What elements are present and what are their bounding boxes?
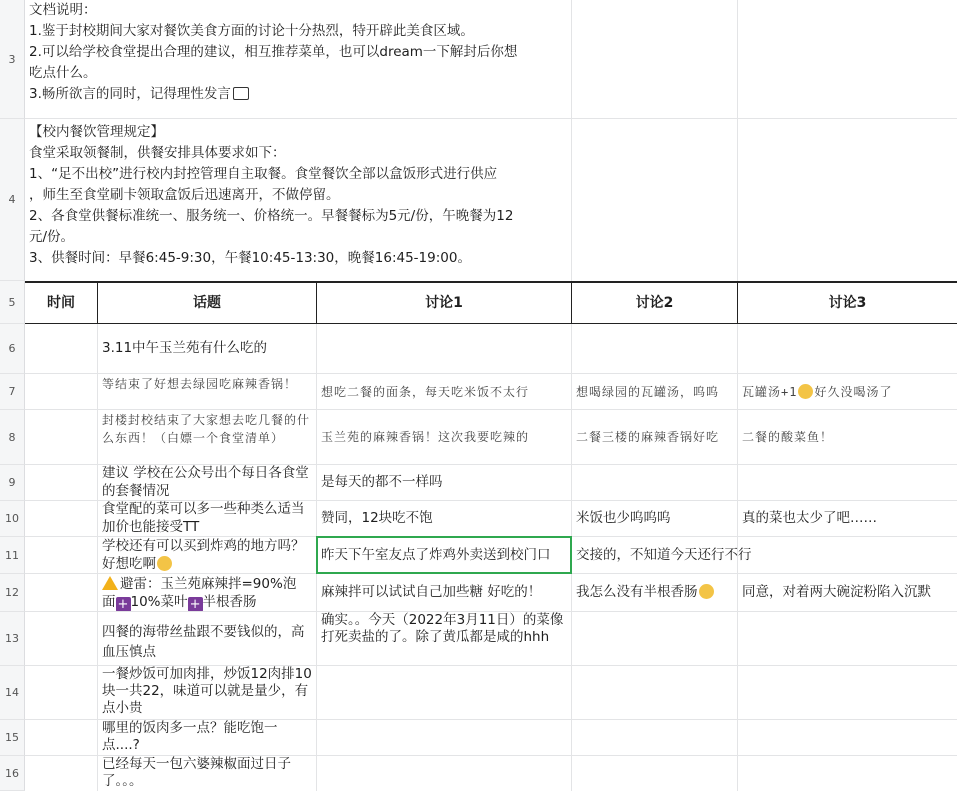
row-header-12[interactable] [0,574,25,612]
cell-discussion-2[interactable]: 交接的，不知道今天还行不行 [576,547,752,563]
text-segment: 面 [102,594,116,610]
cell-discussion-1[interactable]: 赞同，12块吃不饱 [321,510,433,526]
cell-discussion-2[interactable]: 二餐三楼的麻辣香锅好吃 [576,430,720,444]
text-line: 食堂采取领餐制，供餐安排具体要求如下： [29,145,286,161]
column-header-discussion-1[interactable]: 讨论1 [425,294,463,311]
cell-discussion-2[interactable]: 想喝绿园的瓦罐汤，呜呜 [576,385,720,399]
grid-line [25,409,957,410]
text-segment: 避雷：玉兰苑麻辣拌=90%泡 [120,576,297,592]
column-header-topic[interactable]: 话题 [193,294,221,311]
row-header-7[interactable] [0,374,25,410]
cell-discussion-1[interactable]: 玉兰苑的麻辣香锅！这次我要吃辣的 [321,430,530,444]
row-header-4[interactable] [0,119,25,281]
row-header-13[interactable] [0,612,25,666]
row-header-8[interactable] [0,410,25,465]
cell-topic[interactable]: 建议 学校在公众号出个每日各食堂的套餐情况 [102,465,309,499]
text-line: 吃点什么。 [29,65,97,81]
text-line [102,575,312,593]
text-line: ，师生至食堂刷卡领取盒饭后迅速离开，不做停留。 [29,187,340,203]
cell-discussion-3[interactable]: 二餐的酸菜鱼！ [742,430,834,444]
cell-doc-description[interactable] [25,0,571,118]
cell-topic[interactable]: 一餐炒饭可加肉排，炒饭12肉排10块一共22，味道可以就是量少，有点小贵 [102,666,312,716]
text-segment: 好久没喝汤了 [814,385,893,399]
header-border-bottom [25,323,957,324]
text-line: 1、“足不出校”进行校内封控管理自主取餐。食堂餐饮全部以盒饭形式进行供应 [29,166,498,182]
grid-line [571,0,572,281]
cell-discussion-1[interactable]: 确实。。今天（2022年3月11日）的菜像打死卖盐的了。除了黄瓜都是咸的hhh [321,612,564,645]
cell-discussion-3[interactable] [738,383,957,405]
grid-line [25,118,957,119]
row-number: 14 [5,686,19,699]
text-segment: 我怎么没有半根香肠 [576,584,698,600]
sad-face-icon [157,556,172,571]
row-header-5[interactable] [0,281,25,324]
row-number: 5 [8,295,16,309]
text-segment: 瓦罐汤+1 [742,385,798,399]
cell-discussion-1[interactable]: 想吃二餐的面条，每天吃米饭不太行 [321,385,530,399]
row-number: 10 [5,512,19,525]
text-line [29,84,567,105]
text-segment: 10%菜叶 [130,594,188,610]
row-number: 16 [5,766,19,780]
row-header-6[interactable] [0,324,25,374]
row-header-16[interactable] [0,756,25,791]
speech-bubble-icon [233,87,249,100]
cell-discussion-2[interactable] [572,582,737,604]
text-line: 2.可以给学校食堂提出合理的建议，相互推荐菜单，也可以dream一下解封后你想 [29,44,518,60]
crying-face-icon [798,384,813,399]
cell-discussion-3[interactable]: 真的菜也太少了吧…… [742,510,877,526]
column-header-discussion-3[interactable]: 讨论3 [828,294,867,311]
text-line [102,593,312,611]
cell-discussion-1[interactable]: 昨天下午室友点了炸鸡外卖送到校门口 [321,547,551,563]
row-number: 4 [8,193,16,206]
row-header-10[interactable] [0,501,25,537]
row-header-15[interactable] [0,720,25,756]
grid-line [737,0,738,281]
text-line: 1.鉴于封校期间大家对餐饮美食方面的讨论十分热烈，特开辟此美食区域。 [29,23,474,39]
row-number: 3 [8,52,16,66]
row-header-3[interactable] [0,0,25,119]
cell-discussion-3[interactable]: 同意，对着两大碗淀粉陷入沉默 [742,584,931,600]
heavy-plus-icon: + [188,597,203,611]
row-number: 12 [5,586,19,599]
row-number: 8 [8,430,16,444]
column-header-discussion-2[interactable]: 讨论2 [635,294,674,311]
cell-topic[interactable]: 已经每天一包六婆辣椒面过日子了。。。 [102,756,291,789]
cell-topic[interactable]: 四餐的海带丝盐跟不要钱似的，高血压慎点 [102,624,305,660]
cell-topic[interactable]: 3.11中午玉兰苑有什么吃的 [102,340,268,356]
cell-topic[interactable] [98,537,316,573]
text-line: 文档说明： [29,2,97,18]
cell-topic[interactable]: 封楼封校结束了大家想去吃几餐的什么东西！（白嫖一个食堂清单） [102,413,311,445]
row-number: 6 [8,342,16,355]
row-number: 13 [5,632,19,645]
row-number: 11 [5,548,19,562]
text-segment: 半根香肠 [202,594,257,610]
text-line: 2、各食堂供餐标准统一、服务统一、价格统一。早餐餐标为5元/份，午晚餐为12 [29,208,514,224]
text-line: 3、供餐时间：早餐6:45-9:30，午餐10:45-13:30，晚餐16:45-19:00。 [29,250,471,266]
cell-discussion-2[interactable]: 米饭也少呜呜呜 [576,510,671,526]
row-header-14[interactable] [0,666,25,720]
text-line: 元/份。 [29,229,75,245]
warning-icon [102,576,118,590]
row-header-9[interactable] [0,465,25,501]
crying-face-icon [699,584,714,599]
heavy-plus-icon: + [116,597,131,611]
grid-line [25,373,957,374]
cell-topic[interactable] [98,575,316,611]
row-number: 15 [5,731,19,744]
cell-topic[interactable]: 哪里的饭肉多一点？能吃饱一点....? [102,720,278,753]
cell-discussion-1[interactable]: 是每天的都不一样吗 [321,474,443,490]
row-header-11[interactable] [0,537,25,574]
text-line: 【校内餐饮管理规定】 [29,124,164,140]
text-segment: 3.畅所欲言的同时，记得理性发言 [29,86,231,102]
cell-topic[interactable]: 食堂配的菜可以多一些种类么适当加价也能接受TT [102,501,305,535]
row-number: 9 [8,476,16,489]
cell-topic[interactable]: 等结束了好想去绿园吃麻辣香锅！ [102,377,298,391]
cell-dining-rules[interactable] [25,122,571,280]
text-segment: 学校还有可以买到炸鸡的地方吗？好想吃啊 [102,538,305,572]
row-number: 7 [8,385,16,398]
column-header-time[interactable]: 时间 [47,294,75,311]
cell-discussion-1[interactable]: 麻辣拌可以试试自己加些糖 好吃的！ [321,584,542,600]
